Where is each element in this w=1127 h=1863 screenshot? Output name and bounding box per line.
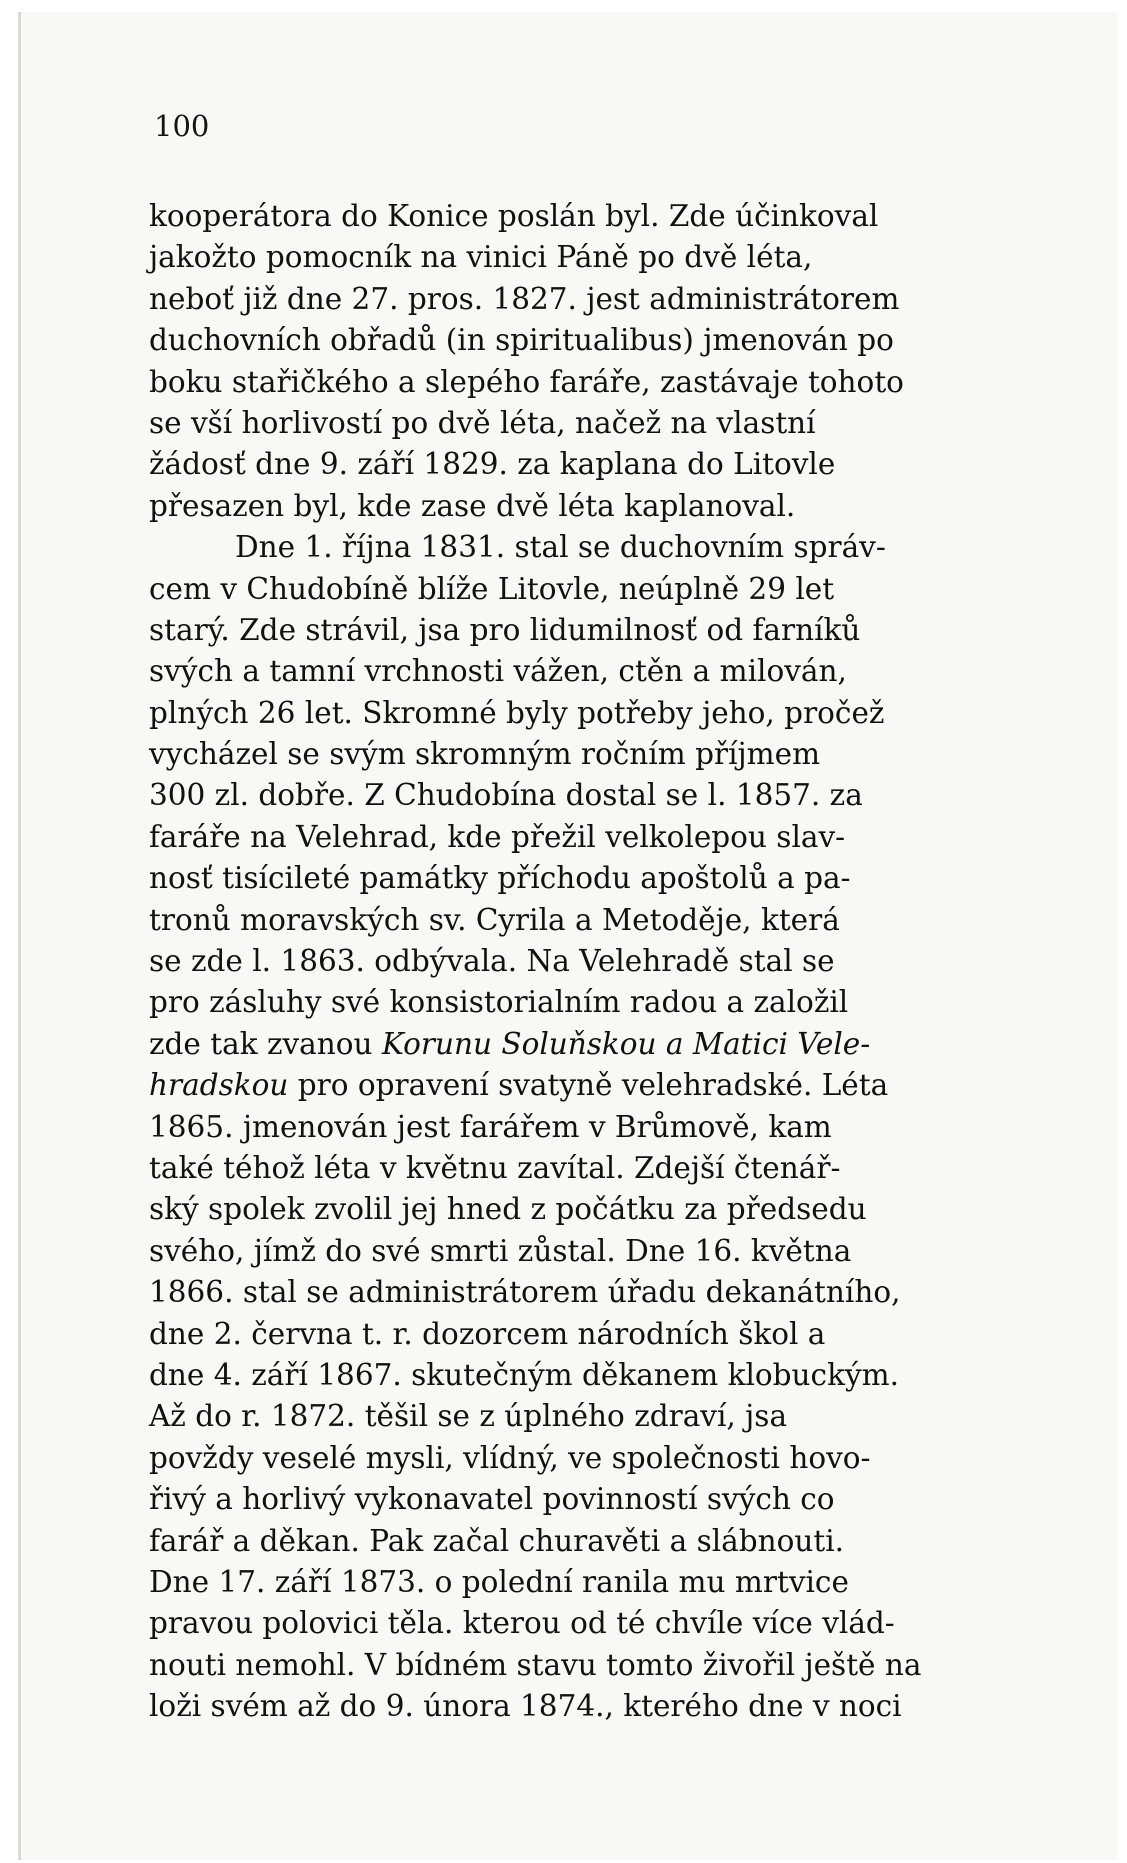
text-line (149, 1107, 1047, 1148)
line-text: dne 2. června t. r. dozorcem národních škol a (149, 1316, 826, 1351)
line-text: pravou polovici těla. kterou od té chvíle více vlád- (149, 1606, 895, 1641)
line-text: 300 zl. dobře. Z Chudobína dostal se l. 1857. za (149, 778, 863, 813)
line-text: žádosť dne 9. září 1829. za kaplana do Litovle (149, 447, 836, 482)
line-text: řivý a horlivý vykonavatel povinností svých co (149, 1482, 835, 1517)
line-text: starý. Zde strávil, jsa pro lidumilnosť od farníků (149, 612, 861, 647)
page-number: 100 (154, 109, 210, 143)
line-text: Až do r. 1872. těšil se z úplného zdraví, jsa (149, 1399, 788, 1434)
line-text: přesazen byl, kde zase dvě léta kaplanoval. (149, 488, 796, 523)
text-line (149, 1189, 1047, 1230)
line-text: boku stařičkého a slepého faráře, zastávaje tohoto (149, 364, 904, 399)
line-text: Dne 1. října 1831. stal se duchovním správ- (235, 530, 886, 565)
line-text: faráře na Velehrad, kde přežil velkolepou slav- (149, 819, 846, 854)
line-text: vycházel se svým skromným ročním příjmem (149, 737, 821, 772)
text-line (149, 403, 1047, 444)
text-line (149, 982, 1047, 1023)
italic-text: hradskou (149, 1068, 289, 1103)
text-line (149, 610, 1047, 651)
text-line (149, 237, 1047, 278)
text-line (149, 486, 1047, 527)
line-text: povždy veselé mysli, vlídný, ve společnosti hovo- (149, 1440, 871, 1475)
line-text: svého, jímž do své smrti zůstal. Dne 16. května (149, 1233, 852, 1268)
line-text: svých a tamní vrchnosti vážen, ctěn a milován, (149, 654, 847, 689)
line-text: pro opravení svatyně velehradské. Léta (288, 1068, 889, 1103)
line-text: tronů moravských sv. Cyrila a Metoděje, která (149, 902, 840, 937)
book-page (18, 12, 1118, 1860)
line-text: cem v Chudobíně blíže Litovle, neúplně 29 let (149, 571, 835, 606)
text-line (149, 775, 1047, 816)
text-line (149, 693, 1047, 734)
line-text: se vší horlivostí po dvě léta, načež na vlastní (149, 405, 816, 440)
text-line (149, 1024, 1047, 1065)
text-line (149, 362, 1047, 403)
line-text: 1866. stal se administrátorem úřadu dekanátního, (149, 1275, 901, 1310)
line-text: neboť již dne 27. pros. 1827. jest administrátorem (149, 281, 900, 316)
text-line (149, 444, 1047, 485)
line-text: dne 4. září 1867. skutečným děkanem klobuckým. (149, 1357, 899, 1392)
text-line (149, 1521, 1047, 1562)
text-line (149, 817, 1047, 858)
line-text: ský spolek zvolil jej hned z počátku za předsedu (149, 1192, 867, 1227)
line-text: nosť tisícileté památky příchodu apoštolů a pa- (149, 861, 851, 896)
text-line (149, 1479, 1047, 1520)
text-line (149, 1645, 1047, 1686)
line-text: farář a děkan. Pak začal churavěti a slábnouti. (149, 1523, 845, 1558)
text-line (149, 569, 1047, 610)
text-line (149, 1272, 1047, 1313)
text-line (149, 1438, 1047, 1479)
line-text: také téhož léta v květnu zavítal. Zdejší čtenář- (149, 1150, 841, 1185)
text-line (149, 1148, 1047, 1189)
italic-text: Korunu Soluňskou a Matici Vele- (381, 1026, 871, 1061)
text-line (149, 1355, 1047, 1396)
line-text: pro zásluhy své konsistorialním radou a založil (149, 985, 849, 1020)
text-line (149, 1562, 1047, 1603)
text-line (149, 1065, 1047, 1106)
text-line (149, 527, 1047, 568)
text-line (149, 941, 1047, 982)
line-text: kooperátora do Konice poslán byl. Zde účinkoval (149, 199, 879, 233)
line-text: 1865. jmenován jest farářem v Brůmově, kam (149, 1109, 832, 1144)
text-line (149, 1231, 1047, 1272)
text-line (149, 651, 1047, 692)
text-line (149, 1603, 1047, 1644)
text-line (149, 196, 1047, 237)
line-text: Dne 17. září 1873. o polední ranila mu mrtvice (149, 1564, 849, 1599)
line-text: zde tak zvanou (149, 1026, 382, 1061)
line-text: plných 26 let. Skromné byly potřeby jeho, pročež (149, 695, 885, 730)
line-text: loži svém až do 9. února 1874., kterého dne v noci (149, 1689, 902, 1724)
text-line (149, 279, 1047, 320)
line-text: jakožto pomocník na vinici Páně po dvě léta, (149, 240, 813, 275)
text-line (149, 734, 1047, 775)
line-text: duchovních obřadů (in spiritualibus) jmenován po (149, 323, 894, 358)
text-line (149, 1686, 1047, 1727)
line-text: se zde l. 1863. odbývala. Na Velehradě stal se (149, 944, 835, 979)
text-line (149, 1314, 1047, 1355)
body-text (149, 196, 1047, 1727)
text-line (149, 1396, 1047, 1437)
line-text: nouti nemohl. V bídném stavu tomto živořil ještě na (149, 1647, 922, 1682)
text-line (149, 320, 1047, 361)
text-line (149, 900, 1047, 941)
text-line (149, 858, 1047, 899)
